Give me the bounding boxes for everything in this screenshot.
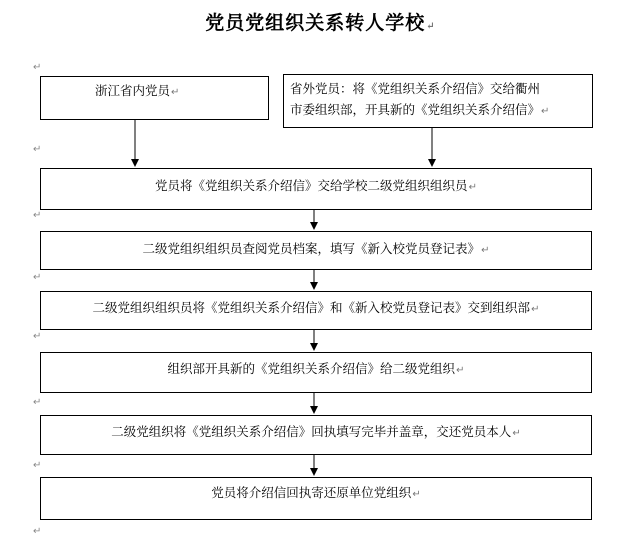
- box-step6-label: 党员将介绍信回执寄还原单位党组织↵: [211, 485, 421, 500]
- box-step3-label: 二级党组织组织员将《党组织关系介绍信》和《新入校党员登记表》交到组织部↵: [92, 300, 540, 315]
- paragraph-mark: ↵: [33, 460, 42, 471]
- paragraph-mark: ↵: [456, 365, 465, 376]
- paragraph-mark: ↵: [33, 526, 42, 537]
- paragraph-mark: ↵: [481, 245, 490, 256]
- paragraph-mark: ↵: [33, 397, 42, 408]
- paragraph-mark: ↵: [33, 144, 42, 155]
- box-step4: [40, 352, 592, 393]
- paragraph-mark: ↵: [412, 489, 421, 500]
- box-step5: [40, 415, 592, 455]
- paragraph-mark: ↵: [531, 304, 540, 315]
- box-step5-label: 二级党组织将《党组织关系介绍信》回执填写完毕并盖章，交还党员本人↵: [111, 424, 521, 439]
- paragraph-mark: ↵: [33, 62, 42, 73]
- box-in-province-label: 浙江省内党员↵: [95, 83, 180, 98]
- box-step4-label: 组织部开具新的《党组织关系介绍信》给二级党组织↵: [167, 361, 465, 376]
- paragraph-mark: ↵: [426, 21, 436, 32]
- box-out-province: [283, 74, 593, 128]
- box-in-province: [40, 76, 269, 120]
- box-out-province-line2: 市委组织部，开具新的《党组织关系介绍信》↵: [290, 101, 550, 117]
- box-step1: [40, 168, 592, 210]
- box-step1-label: 党员将《党组织关系介绍信》交给学校二级党组织组织员↵: [155, 178, 477, 193]
- paragraph-mark: ↵: [541, 105, 550, 117]
- paragraph-mark: ↵: [33, 331, 42, 342]
- paragraph-mark: ↵: [171, 87, 180, 98]
- paragraph-mark: ↵: [512, 428, 521, 439]
- paragraph-mark: ↵: [33, 272, 42, 283]
- paragraph-mark: ↵: [468, 182, 477, 193]
- page-title: 党员党组织关系转人学校↵: [205, 12, 436, 34]
- box-step2-label: 二级党组织组织员查阅党员档案，填写《新入校党员登记表》↵: [142, 241, 490, 256]
- box-step2: [40, 231, 592, 270]
- box-step6: [40, 477, 592, 520]
- box-out-province-line1: 省外党员：将《党组织关系介绍信》交给衢州: [290, 81, 541, 96]
- paragraph-mark: ↵: [33, 210, 42, 221]
- box-step3: [40, 291, 592, 330]
